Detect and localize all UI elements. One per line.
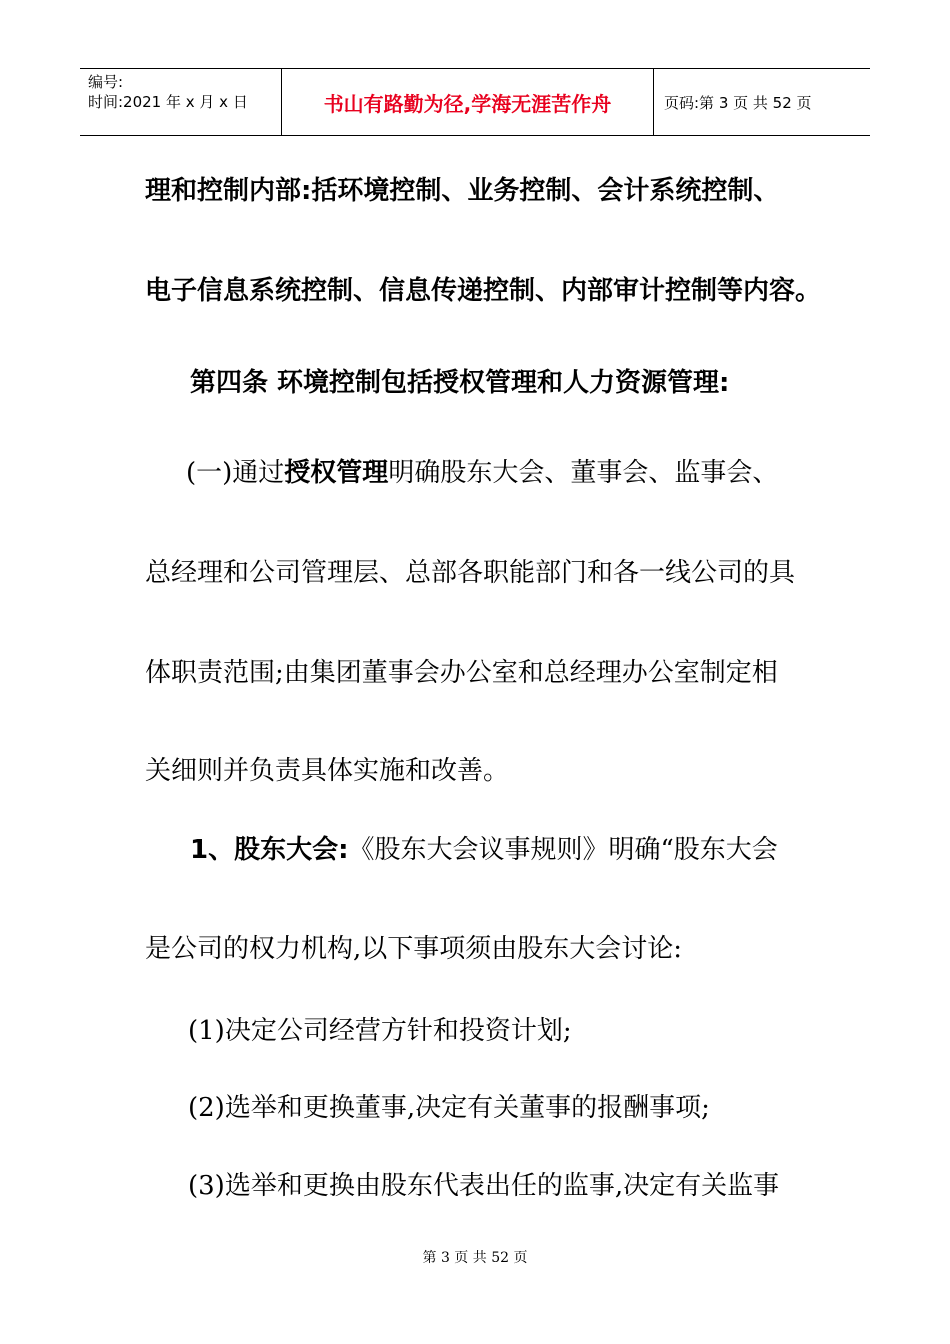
body-line-7: 关细则并负责具体实施和改善。 <box>145 756 510 786</box>
body-line-6: 体职责范围;由集团董事会办公室和总经理办公室制定相 <box>145 658 778 688</box>
list-item-3: (3)选举和更换由股东代表出任的监事,决定有关监事 <box>188 1171 780 1201</box>
header-meta <box>80 69 282 135</box>
body-line-4-rest: 明确股东大会、董事会、监事会、 <box>388 458 779 488</box>
article-heading: 第四条 环境控制包括授权管理和人力资源管理: <box>190 368 730 398</box>
document-number-label: 编号: <box>88 73 124 91</box>
body-line-9: 是公司的权力机构,以下事项须由股东大会讨论: <box>145 934 683 964</box>
list-item-2: (2)选举和更换董事,决定有关董事的报酬事项; <box>188 1093 710 1123</box>
list-item-1: (1)决定公司经营方针和投资计划; <box>188 1016 572 1046</box>
body-line-4-keyword: 授权管理 <box>284 458 389 488</box>
body-line-4 <box>186 452 778 489</box>
document-date: 时间:2021 年 x 月 x 日 <box>88 93 248 111</box>
body-line-8-heading: 1、股东大会: <box>190 835 349 865</box>
body-line-8 <box>190 829 778 866</box>
body-line-5: 总经理和公司管理层、总部各职能部门和各一线公司的具 <box>145 558 796 588</box>
body-line-4-prefix: (一)通过 <box>186 458 285 488</box>
body-line-8-rest: 《股东大会议事规则》明确“股东大会 <box>348 835 778 865</box>
body-line-2: 电子信息系统控制、信息传递控制、内部审计控制等内容。 <box>145 276 822 306</box>
page-footer: 第 3 页 共 52 页 <box>422 1250 528 1266</box>
document-header <box>80 68 870 136</box>
body-line-1: 理和控制内部:括环境控制、业务控制、会计系统控制、 <box>145 176 780 206</box>
header-page-info: 页码:第 3 页 共 52 页 <box>664 93 812 112</box>
header-motto: 书山有路勤为径,学海无涯苦作舟 <box>282 69 654 135</box>
